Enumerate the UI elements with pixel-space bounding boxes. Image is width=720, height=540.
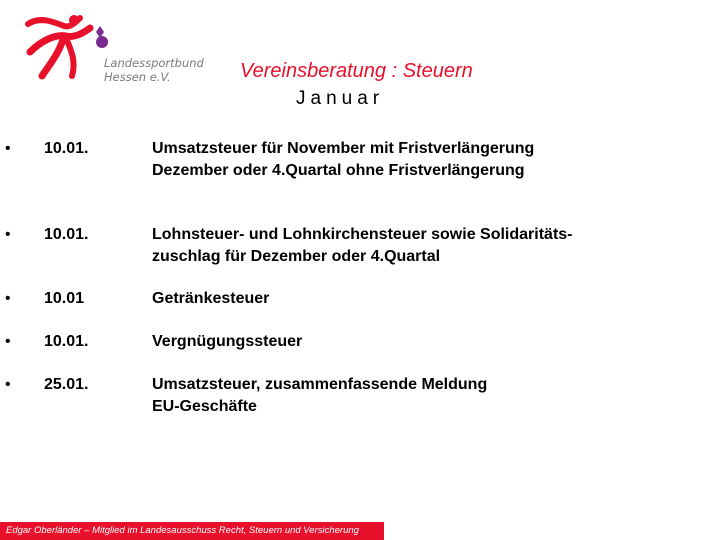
bullet: • [5,290,11,307]
item-date: 25.01. [44,376,89,393]
item-date: 10.01. [44,333,89,350]
organization-logo [20,12,220,92]
item-text-line: zuschlag für Dezember oder 4.Quartal [152,248,441,265]
bullet: • [5,333,11,350]
logo-line-1: Landessportbund [104,56,204,70]
bullet: • [5,376,11,393]
item-text-line: Getränkesteuer [152,290,270,307]
item-text-line: Vergnügungssteuer [152,333,303,350]
bullet: • [5,140,11,157]
item-text-line: Dezember oder 4.Quartal ohne Fristverlängerung [152,162,525,179]
footer-bar [0,522,384,540]
item-text-line: Lohnsteuer- und Lohnkirchensteuer sowie Solidaritäts- [152,226,573,243]
item-text [152,288,672,310]
bullet: • [5,226,11,243]
item-text-line: EU-Geschäfte [152,398,257,415]
item-date: 10.01. [44,226,89,243]
item-date: 10.01. [44,140,89,157]
item-text-line: Umsatzsteuer für November mit Fristverlängerung [152,140,535,157]
item-text-line: Umsatzsteuer, zusammenfassende Meldung [152,376,488,393]
item-text [152,331,672,353]
item-text [152,224,672,268]
logo-wordmark [104,56,204,84]
item-date: 10.01 [44,290,85,307]
footer-text: Edgar Oberländer – Mitglied im Landesausschuss Recht, Steuern und Versicherung [6,525,359,536]
figure-logo-icon [20,12,110,92]
logo-line-2: Hessen e.V. [104,70,171,84]
item-text [152,138,672,182]
item-text [152,374,672,418]
page-subtitle: Januar [296,88,385,109]
page-title: Vereinsberatung : Steuern [240,60,473,82]
